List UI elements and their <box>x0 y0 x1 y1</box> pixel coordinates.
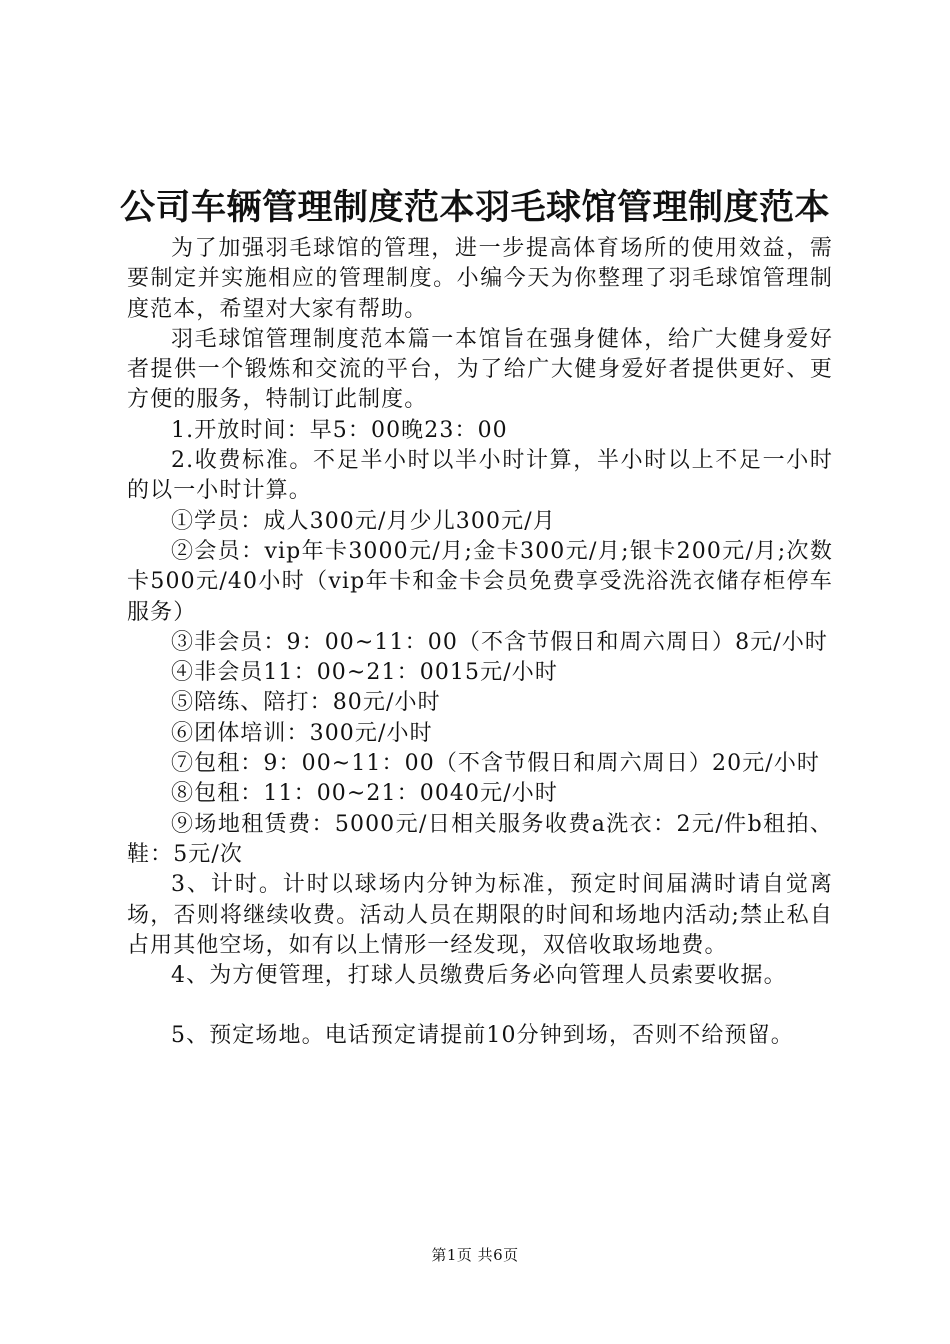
paragraph-purpose: 羽毛球馆管理制度范本篇一本馆旨在强身健体，给广大健身爱好者提供一个锻炼和交流的平台，为了给广大健身爱好者提供更好、更方便的服务，特制订此制度。 <box>127 326 833 413</box>
fee-item-students: ①学员：成人300元/月少儿300元/月 <box>171 508 556 534</box>
page-number-footer: 第1页 共6页 <box>431 1246 519 1264</box>
fee-item-group-training: ⑥团体培训：300元/小时 <box>171 720 433 746</box>
fee-item-charter-morning: ⑦包租：9：00~11：00（不含节假日和周六周日）20元/小时 <box>171 751 821 777</box>
paragraph-booking: 5、预定场地。电话预定请提前10分钟到场，否则不给预留。 <box>171 1023 794 1049</box>
document-title: 公司车辆管理制度范本羽毛球馆管理制度范本 <box>119 188 830 228</box>
paragraph-timekeeping: 3、计时。计时以球场内分钟为标准，预定时间届满时请自觉离场，否则将继续收费。活动人员在期限的时间和场地内活动;禁止私自占用其他空场，如有以上情形一经发现，双倍收取场地费。 <box>127 872 833 958</box>
fee-item-non-members-morning: ③非会员：9：00~11：00（不含节假日和周六周日）8元/小时 <box>171 629 829 655</box>
fee-item-members: ②会员：vip年卡3000元/月;金卡300元/月;银卡200元/月;次数卡500元/40小时（vip年卡和金卡会员免费享受洗浴洗衣储存柜停车服务） <box>127 538 833 625</box>
fee-item-non-members-day: ④非会员11：00~21：0015元/小时 <box>171 660 558 686</box>
fee-item-charter-day: ⑧包租：11：00~21：0040元/小时 <box>171 781 558 807</box>
fee-item-venue-rental: ⑨场地租赁费：5000元/日相关服务收费a洗衣：2元/件b租拍、鞋：5元/次 <box>127 811 833 867</box>
fee-item-sparring: ⑤陪练、陪打：80元/小时 <box>171 690 441 716</box>
document-body <box>127 234 833 1052</box>
paragraph-receipts: 4、为方便管理，打球人员缴费后务必向管理人员索要收据。 <box>171 963 787 989</box>
paragraph-opening-hours: 1.开放时间：早5：00晚23：00 <box>171 417 508 443</box>
paragraph-fee-standard: 2.收费标准。不足半小时以半小时计算，半小时以上不足一小时的以一小时计算。 <box>127 448 833 504</box>
paragraph-intro: 为了加强羽毛球馆的管理，进一步提高体育场所的使用效益，需要制定并实施相应的管理制度。小编今天为你整理了羽毛球馆管理制度范本，希望对大家有帮助。 <box>127 236 833 322</box>
